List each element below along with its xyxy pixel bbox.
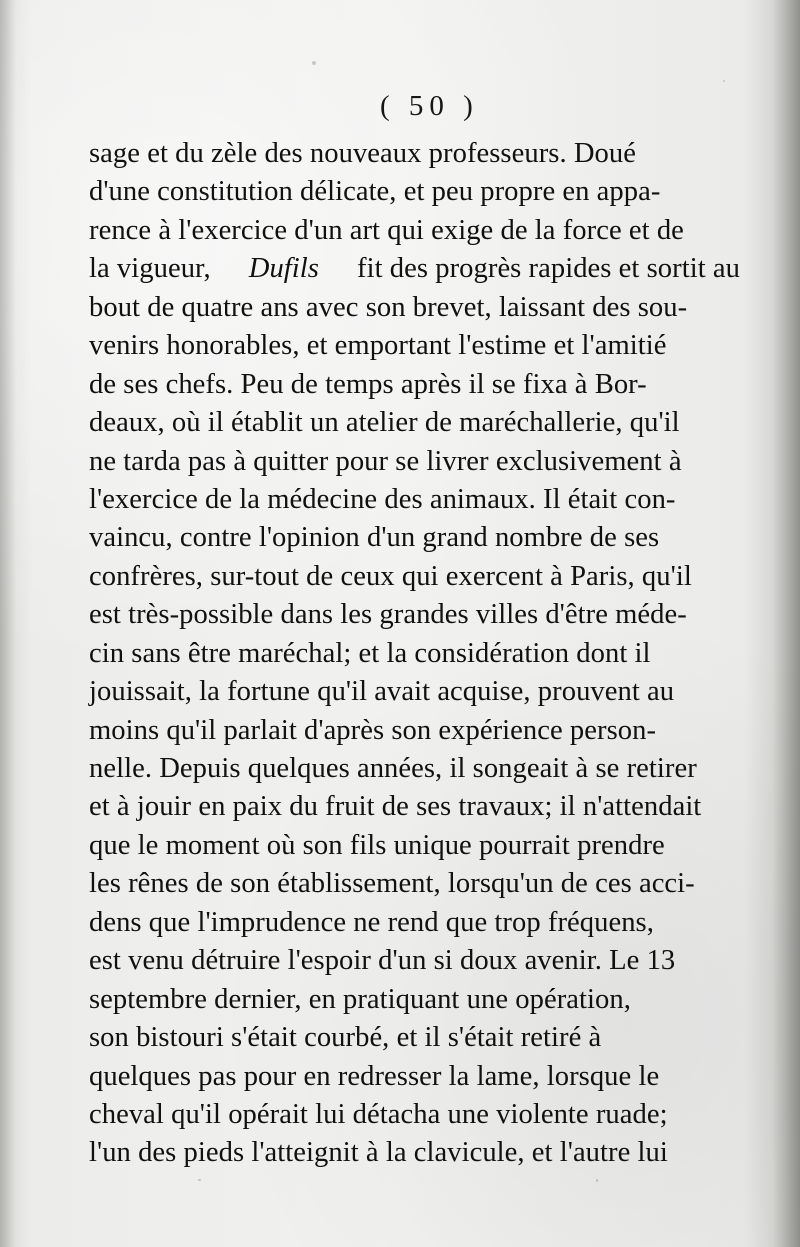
text-line-8: deaux, où il établit un atelier de maréchallerie, qu'il xyxy=(89,407,680,439)
text-line-11: vaincu, contre l'opinion d'un grand nombre de ses xyxy=(89,522,660,554)
text-line-15: jouissait, la fortune qu'il avait acquise, prouvent au xyxy=(89,676,675,708)
text-line-25: quelques pas pour en redresser la lame, lorsque le xyxy=(89,1060,660,1092)
text-line-16: moins qu'il parlait d'après son expérience person- xyxy=(89,714,657,746)
text-line-6: venirs honorables, et emportant l'estime et l'amitié xyxy=(89,330,667,362)
text-line-26: cheval qu'il opérait lui détacha une violente ruade; xyxy=(89,1098,668,1130)
page-number: ( 50 ) xyxy=(380,90,479,122)
paper-speck xyxy=(723,80,725,82)
text-line-2: d'une constitution délicate, et peu propre en appa- xyxy=(89,176,661,208)
italic-name: Dufils xyxy=(248,253,319,285)
text-line-9: ne tarda pas à quitter pour se livrer exclusivement à xyxy=(89,445,682,477)
text-line-12: confrères, sur-tout de ceux qui exercent à Paris, qu'il xyxy=(89,560,692,592)
paper-speck xyxy=(198,1179,201,1181)
text-line-20: les rênes de son établissement, lorsqu'un de ces acci- xyxy=(89,868,695,900)
text-line-22: est venu détruire l'espoir d'un si doux avenir. Le 13 xyxy=(89,945,676,977)
left-page-shadow xyxy=(0,0,16,1247)
text-line-13: est très-possible dans les grandes villes d'être méde- xyxy=(89,599,687,631)
text-line-10: l'exercice de la médecine des animaux. Il était con- xyxy=(89,483,676,515)
page-text-block xyxy=(89,135,740,1173)
text-line-27: l'un des pieds l'atteignit à la clavicule, et l'autre lui xyxy=(89,1137,668,1169)
right-page-shadow xyxy=(772,0,800,1247)
text-line-19: que le moment où son fils unique pourrait prendre xyxy=(89,829,665,861)
text-line-14: cin sans être maréchal; et la considération dont il xyxy=(89,637,651,669)
text-line-21: dens que l'imprudence ne rend que trop fréquens, xyxy=(89,906,654,938)
text-line-4: la vigueur, Dufils fit des progrès rapides et sortit au xyxy=(89,250,740,288)
text-line-3: rence à l'exercice d'un art qui exige de la force et de xyxy=(89,214,684,246)
text-line-23: septembre dernier, en pratiquant une opération, xyxy=(89,983,631,1015)
paper-speck xyxy=(596,1179,598,1182)
text-line-18: et à jouir en paix du fruit de ses travaux; il n'attendait xyxy=(89,791,702,823)
text-line-1: sage et du zèle des nouveaux professeurs. Doué xyxy=(89,138,636,169)
text-line-5: bout de quatre ans avec son brevet, laissant des sou- xyxy=(89,291,688,323)
text-line-7: de ses chefs. Peu de temps après il se fixa à Bor- xyxy=(89,368,647,400)
text-line-17: nelle. Depuis quelques années, il songeait à se retirer xyxy=(89,753,697,784)
paper-speck xyxy=(312,61,316,65)
text-line-24: son bistouri s'était courbé, et il s'était retiré à xyxy=(89,1022,602,1054)
